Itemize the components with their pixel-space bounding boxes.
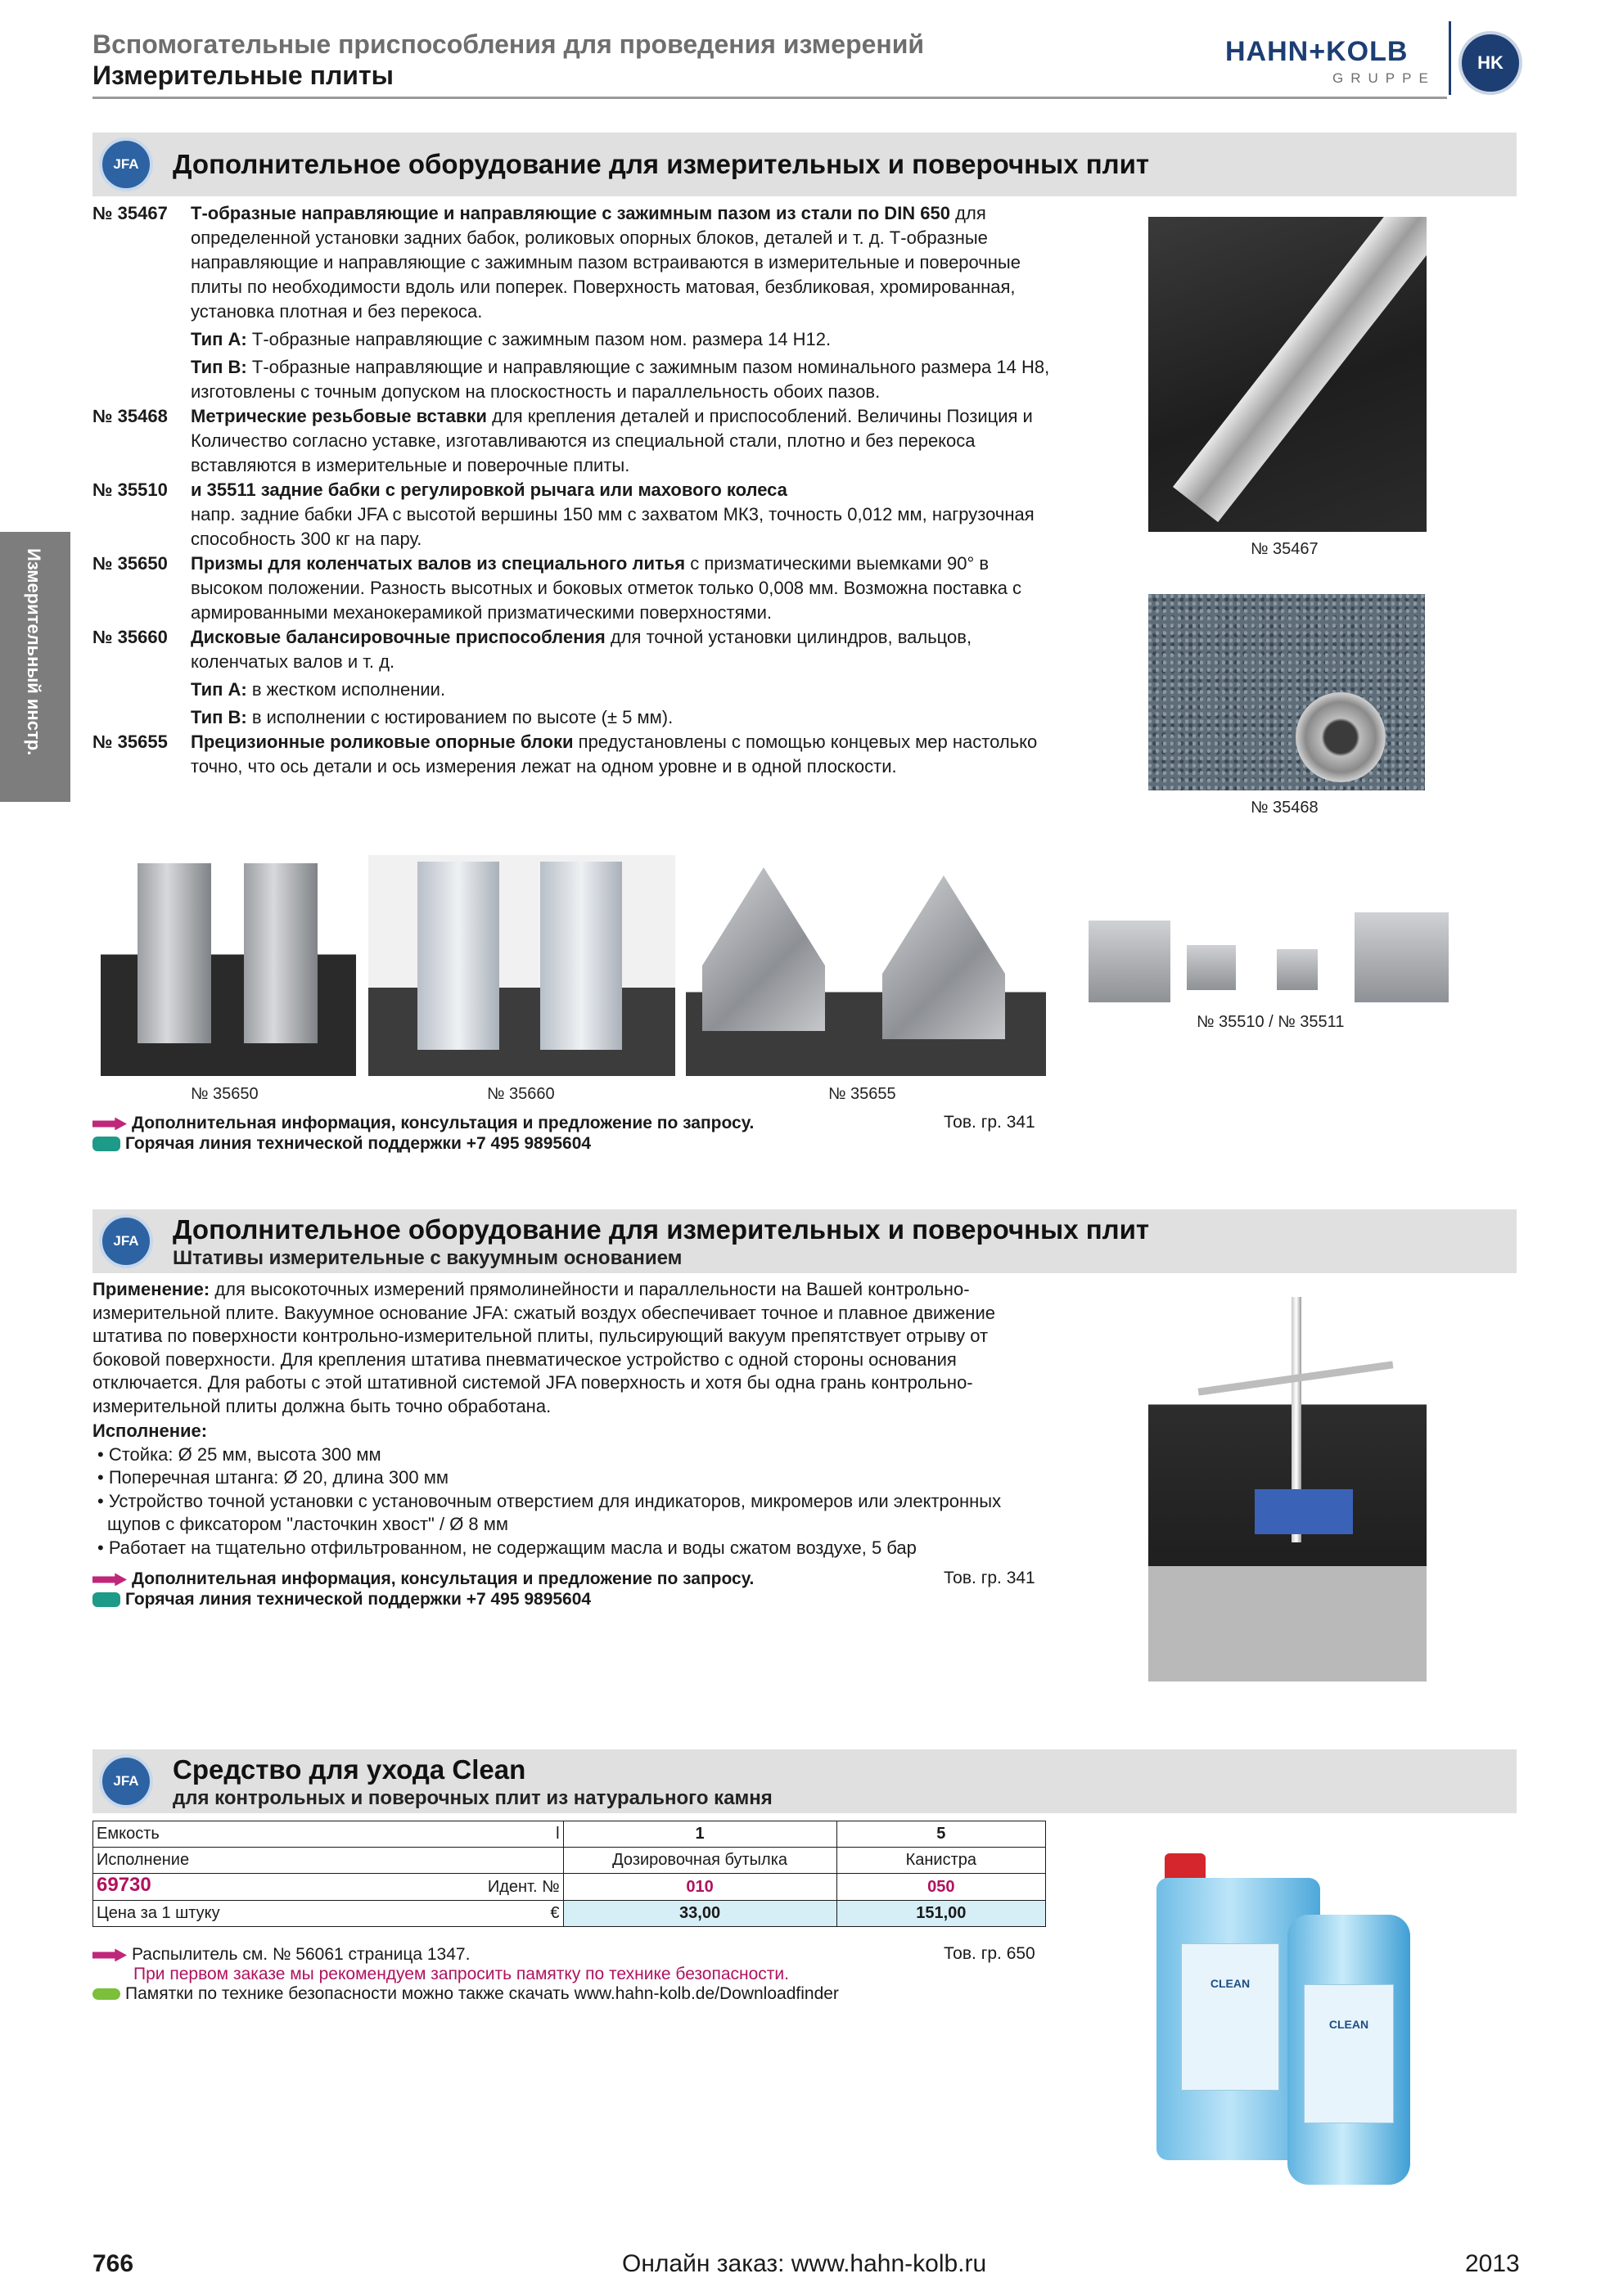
product-name: и 35511 задние бабки с регулировкой рычага или махового колеса [191, 479, 787, 500]
caption-prisms: № 35650 [191, 1085, 259, 1103]
note-safety-request: При первом заказе мы рекомендуем запросить памятку по технике безопасности. [133, 1965, 789, 1983]
jfa-logo-icon: JFA [99, 137, 153, 191]
product-description: для определенной установки задних бабок, роликовых опорных блоков, деталей и т. д. Т-образные направляющие и направляющие с зажимным пазом встраиваются в измерительные и поверочные плиты по необходимости вдоль или поперек. Поверхность матовая, безбликовая, хромированная, установка плотная и без перекоса. [191, 203, 1021, 322]
product-number: № 35660 [92, 627, 168, 647]
section3-header [92, 1749, 1517, 1813]
www-icon [92, 1988, 120, 2000]
capacity-value-2: 5 [936, 1825, 946, 1843]
thread-insert-image [1148, 594, 1425, 790]
capacity-label: Емкость [97, 1825, 160, 1843]
bullet-item: • Устройство точной установки с установочным отверстием для индикаторов, микромеров или электронных щупов с фиксатором "ласточкин хвост" / Ø 8 мм [97, 1490, 1002, 1534]
online-order-link[interactable]: Онлайн заказ: www.hahn-kolb.ru [622, 2250, 987, 2277]
note-download[interactable]: Памятки по технике безопасности можно также скачать www.hahn-kolb.de/Downloadfinder [92, 1983, 839, 2004]
brand-logo-gruppe: GRUPPE [1332, 70, 1436, 86]
application-text: для высокоточных измерений прямолинейности и параллельности на Вашей контрольно-измерительной плите. Вакуумное основание JFA: сжатый воздух обеспечивает точное и плавное движение штатива по поверхности контрольно-измерительной плиты, пульсирующий вакуум препятствует отрыву от боковой поверхности. Для крепления штатива пневматическое устройство с одной стороны основания отключается. Для работы с этой штативной системой JFA поверхность и хотя бы одна грань контрольно-измерительной плиты должна быть точно обработана. [92, 1279, 995, 1416]
arrow-icon [92, 1117, 127, 1130]
caption-disc: № 35660 [487, 1085, 555, 1103]
version-value-1: Дозировочная бутылка [563, 1848, 836, 1874]
product-item [92, 551, 1050, 625]
ident-value-1[interactable]: 010 [686, 1877, 714, 1896]
info-request-line[interactable]: Дополнительная информация, консультация и предложение по запросу. [92, 1569, 754, 1589]
vacuum-stand-image [1148, 1297, 1427, 1681]
section2-subtitle: Штативы измерительные с вакуумным основанием [173, 1247, 683, 1269]
brand-seal-icon: HK [1458, 31, 1522, 95]
header-subtitle: Измерительные плиты [92, 61, 394, 90]
product-table [92, 1821, 1046, 1927]
bottle-label: CLEAN [1304, 1984, 1394, 2123]
price-label: Цена за 1 штуку [97, 1904, 220, 1922]
product-name: Прецизионные роликовые опорные блоки [191, 732, 574, 752]
version-value-2: Канистра [836, 1848, 1045, 1874]
product-item [92, 404, 1050, 478]
arrow-icon [92, 1573, 127, 1586]
product-group-ref: Тов. гр. 650 [944, 1944, 1035, 1963]
caption-rail: № 35467 [1251, 540, 1319, 558]
type-a-label: Тип А: [191, 679, 247, 700]
section1-title: Дополнительное оборудование для измерительных и поверочных плит [173, 149, 1150, 179]
phone-icon [92, 1592, 120, 1607]
tailstock-image [1089, 888, 1481, 1019]
section1-header [92, 133, 1517, 196]
prisms-image [101, 855, 356, 1076]
info-request-line[interactable]: Дополнительная информация, консультация и предложение по запросу. [92, 1113, 754, 1133]
jfa-logo-icon: JFA [99, 1754, 153, 1808]
section1-product-list [92, 201, 1050, 779]
balancing-disc-image [368, 855, 675, 1076]
product-item [92, 625, 1050, 730]
currency-label: € [550, 1904, 560, 1922]
type-a-label: Тип А: [191, 329, 247, 349]
info-hotline-line[interactable]: Горячая линия технической поддержки +7 495 9895604 [92, 1133, 591, 1154]
price-value-2: 151,00 [836, 1901, 1045, 1927]
product-number: № 35468 [92, 406, 168, 426]
product-description: напр. задние бабки JFA с высотой вершины 150 мм с захватом МК3, точность 0,012 мм, нагрузочная способность 300 кг на пару. [191, 504, 1035, 549]
type-b-label: Тип В: [191, 357, 247, 377]
phone-icon [92, 1137, 120, 1151]
product-item [92, 730, 1050, 779]
bullet-item: • Стойка: Ø 25 мм, высота 300 мм [97, 1443, 381, 1465]
info-hotline-line[interactable]: Горячая линия технической поддержки +7 495 9895604 [92, 1589, 591, 1609]
bullet-item: • Поперечная штанга: Ø 20, длина 300 мм [97, 1467, 449, 1488]
header-title: Вспомогательные приспособления для проведения измерений [92, 29, 925, 59]
section3-subtitle: для контрольных и поверочных плит из натурального камня [173, 1787, 773, 1809]
note-sprayer[interactable]: Распылитель см. № 56061 страница 1347. [92, 1944, 470, 1965]
execution-label: Исполнение: [92, 1420, 208, 1441]
price-value-1: 33,00 [563, 1901, 836, 1927]
product-number: № 35650 [92, 553, 168, 574]
arrow-icon [92, 1948, 127, 1961]
product-description: с призматическими выемками 90° в высоком положении. Разность высотных и боковых отметок только 0,008 мм. Возможна поставка с армированными механокерамикой призматическими поверхностями. [191, 553, 1022, 623]
product-number: № 35467 [92, 203, 168, 223]
section2-header [92, 1209, 1517, 1273]
type-b-text: Т-образные направляющие и направляющие с зажимным пазом номинального размера 14 H8, изготовлены с точным допуском на плоскостность и параллельность обоих пазов. [191, 357, 1050, 402]
side-tab-label: Измерительный инстр. [24, 548, 44, 756]
ident-value-2[interactable]: 050 [927, 1877, 955, 1896]
type-b-text: в исполнении с юстированием по высоте (± 5 мм). [251, 707, 674, 727]
logo-separator [1449, 21, 1451, 95]
product-name: Дисковые балансировочные приспособления [191, 627, 606, 647]
type-a-text: в жестком исполнении. [251, 679, 446, 700]
roller-blocks-image [686, 855, 1046, 1076]
capacity-value-1: 1 [695, 1825, 705, 1843]
caption-rollers: № 35655 [828, 1085, 896, 1103]
product-description: для крепления деталей и приспособлений. Величины Позиция и Количество согласно уставке, изготавливаются из специальной стали, плотно и без перекоса вставляются в измерительные и поверочные плиты. [191, 406, 1033, 475]
jfa-logo-icon: JFA [99, 1214, 153, 1268]
catalog-year: 2013 [1465, 2250, 1520, 2277]
product-name: Метрические резьбовые вставки [191, 406, 487, 426]
product-item [92, 478, 1050, 551]
product-item [92, 201, 1050, 404]
product-name: Т-образные направляющие и направляющие с зажимным пазом из стали по DIN 650 [191, 203, 951, 223]
section2-title: Дополнительное оборудование для измерительных и поверочных плит [173, 1214, 1150, 1245]
table-row [93, 1821, 1046, 1848]
page-number: 766 [92, 2250, 134, 2277]
product-description: для точной установки цилиндров, вальцов, коленчатых валов и т. д. [191, 627, 972, 672]
product-number: № 35655 [92, 732, 168, 752]
table-row [93, 1901, 1046, 1927]
capacity-unit: l [556, 1825, 560, 1843]
table-row [93, 1874, 1046, 1901]
ident-label: Идент. № [487, 1878, 560, 1896]
product-description: предустановлены с помощью концевых мер настолько точно, что ось детали и ось измерения лежат на одном уровне и в одной плоскости. [191, 732, 1038, 777]
t-slot-rail-image [1148, 217, 1427, 532]
header-rule [92, 97, 1447, 99]
clean-product-image [1148, 1821, 1427, 2189]
section3-title: Средство для ухода Clean [173, 1754, 526, 1785]
canister-label: CLEAN [1181, 1943, 1279, 2091]
caption-tailstock: № 35510 / № 35511 [1197, 1013, 1345, 1031]
product-number: № 35510 [92, 479, 168, 500]
section2-body [92, 1278, 1050, 1560]
article-number: 69730 [97, 1874, 151, 1896]
application-label: Применение: [92, 1279, 210, 1299]
product-group-ref: Тов. гр. 341 [944, 1113, 1035, 1132]
product-group-ref: Тов. гр. 341 [944, 1569, 1035, 1587]
product-name: Призмы для коленчатых валов из специального литья [191, 553, 686, 574]
version-label: Исполнение [93, 1848, 564, 1874]
side-chapter-tab[interactable] [0, 532, 70, 802]
caption-granite: № 35468 [1251, 799, 1319, 817]
type-a-text: Т-образные направляющие с зажимным пазом ном. размера 14 H12. [251, 329, 832, 349]
brand-logo-text: HAHN+KOLB [1225, 36, 1409, 67]
bullet-item: • Работает на тщательно отфильтрованном, не содержащим масла и воды сжатом воздухе, 5 бар [97, 1537, 917, 1558]
table-row [93, 1848, 1046, 1874]
type-b-label: Тип В: [191, 707, 247, 727]
